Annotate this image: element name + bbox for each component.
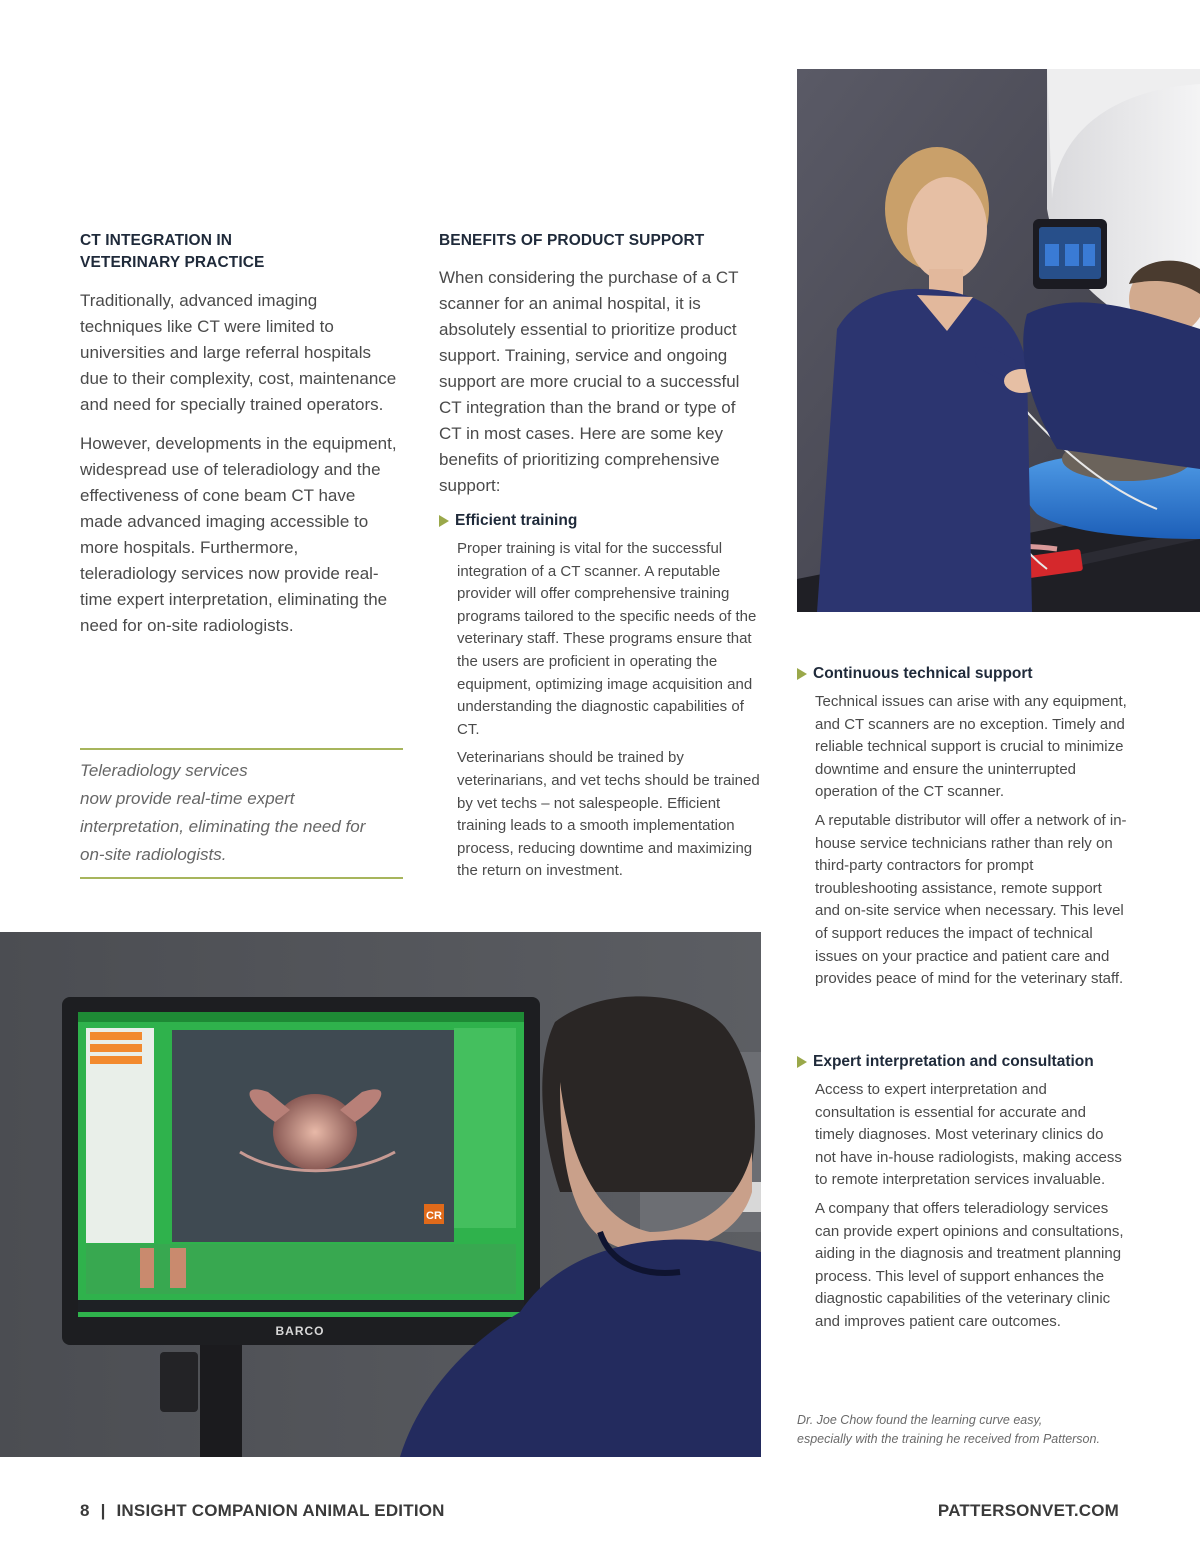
ct-integration-body <box>80 288 398 652</box>
bullet-title: Efficient training <box>455 512 578 529</box>
bullet-body <box>815 1079 1127 1334</box>
bullet-heading <box>797 1051 1127 1073</box>
photo-vet-at-monitor <box>0 932 761 1457</box>
paragraph: Technical issues can arise with any equipment, and CT scanners are no exception. Timely and reliable technical support is crucial to minimize downtime and ensure the uninterrupted operation of the CT scanner. <box>815 693 1127 801</box>
bullet-triangle-icon <box>797 668 807 680</box>
bullet-heading <box>797 663 1127 685</box>
photo-caption <box>797 1411 1137 1449</box>
bullet-continuous-support <box>797 663 1127 997</box>
paragraph: Traditionally, advanced imaging techniques like CT were limited to universities and large referral hospitals due to their complexity, cost, maintenance and need for specially trained operators. <box>80 291 397 414</box>
monitor-brand-logo: BARCO <box>275 1324 325 1338</box>
paragraph: However, developments in the equipment, widespread use of teleradiology and the effectiveness of cone beam CT have made advanced imaging accessible to more hospitals. Furthermore, teleradiology services now provide real-time expert interpretation, eliminating the need for on-site radiologists. <box>80 434 397 635</box>
vet-techs-illustration <box>797 69 1200 612</box>
paragraph: When considering the purchase of a CT scanner for an animal hospital, it is absolutely essential to prioritize product support. Training, service and ongoing support are more crucial to a successful CT integration than the brand or type of CT in most cases. Here are some key benefits of prioritizing comprehensive support: <box>439 268 740 495</box>
footer-separator: | <box>100 1501 106 1520</box>
bullet-efficient-training <box>439 510 769 889</box>
paragraph: Veterinarians should be trained by veterinarians, and vet techs should be trained by vet techs – not salespeople. Efficient training leads to a smooth implementation process, reducing downtime and maximizing the return on investment. <box>457 749 760 880</box>
paragraph: Access to expert interpretation and consultation is essential for accurate and timely diagnoses. Most veterinary clinics do not have in-house radiologists, making access to remote interpretation services invaluable. <box>815 1081 1122 1189</box>
bullet-body <box>815 691 1127 991</box>
photo-vet-techs-ct <box>797 69 1200 612</box>
heading-line: VETERINARY PRACTICE <box>80 254 265 271</box>
caption-line: Dr. Joe Chow found the learning curve easy, <box>797 1413 1043 1427</box>
heading-line: CT INTEGRATION IN <box>80 232 233 249</box>
bullet-title: Expert interpretation and consultation <box>813 1053 1094 1070</box>
pullquote-line: now provide real-time expert <box>80 789 295 808</box>
pullquote-line: Teleradiology services <box>80 761 248 780</box>
paragraph: Proper training is vital for the successful integration of a CT scanner. A reputable provider will offer comprehensive training programs tailored to the specific needs of the veterinary staff. These programs ensure that the users are proficient in operating the equipment, optimizing image acquisition and understanding the diagnostic capabilities of CT. <box>457 540 757 738</box>
monitor-scene-illustration <box>0 932 761 1457</box>
cr-badge-label: CR <box>426 1210 442 1222</box>
product-support-intro <box>439 265 751 512</box>
pullquote-top-rule <box>80 748 403 750</box>
caption-line: especially with the training he received from Patterson. <box>797 1432 1100 1446</box>
pullquote-line: on-site radiologists. <box>80 845 227 864</box>
paragraph: A reputable distributor will offer a network of in-house service technicians rather than rely on third-party contractors for prompt troubleshooting assistance, remote support and on-site service when necessary. This level of support reduces the impact of technical issues on your practice and patient care and provides peace of mind for the veterinary staff. <box>815 811 1127 988</box>
bullet-heading <box>439 510 769 532</box>
pullquote-line: interpretation, eliminating the need for <box>80 817 366 836</box>
footer-website-link[interactable]: PATTERSONVET.COM <box>937 1501 1119 1520</box>
bullet-triangle-icon <box>797 1056 807 1068</box>
bullet-expert-interpretation <box>797 1051 1127 1340</box>
publication-name: INSIGHT COMPANION ANIMAL EDITION <box>116 1501 445 1520</box>
pullquote-bottom-rule <box>80 877 403 879</box>
section-heading-product-support: BENEFITS OF PRODUCT SUPPORT <box>439 232 705 249</box>
bullet-triangle-icon <box>439 515 449 527</box>
bullet-title: Continuous technical support <box>813 665 1033 682</box>
section-heading-ct-integration <box>80 230 400 274</box>
paragraph: A company that offers teleradiology services can provide expert opinions and consultations, aiding in the diagnosis and treatment planning process. This level of support enhances the diagnostic capabilities of the veterinary clinic and improves patient care outcomes. <box>815 1199 1124 1330</box>
pullquote <box>80 757 403 869</box>
bullet-body <box>457 538 765 883</box>
page-number: 8 <box>80 1501 90 1520</box>
footer-left <box>80 1501 445 1521</box>
